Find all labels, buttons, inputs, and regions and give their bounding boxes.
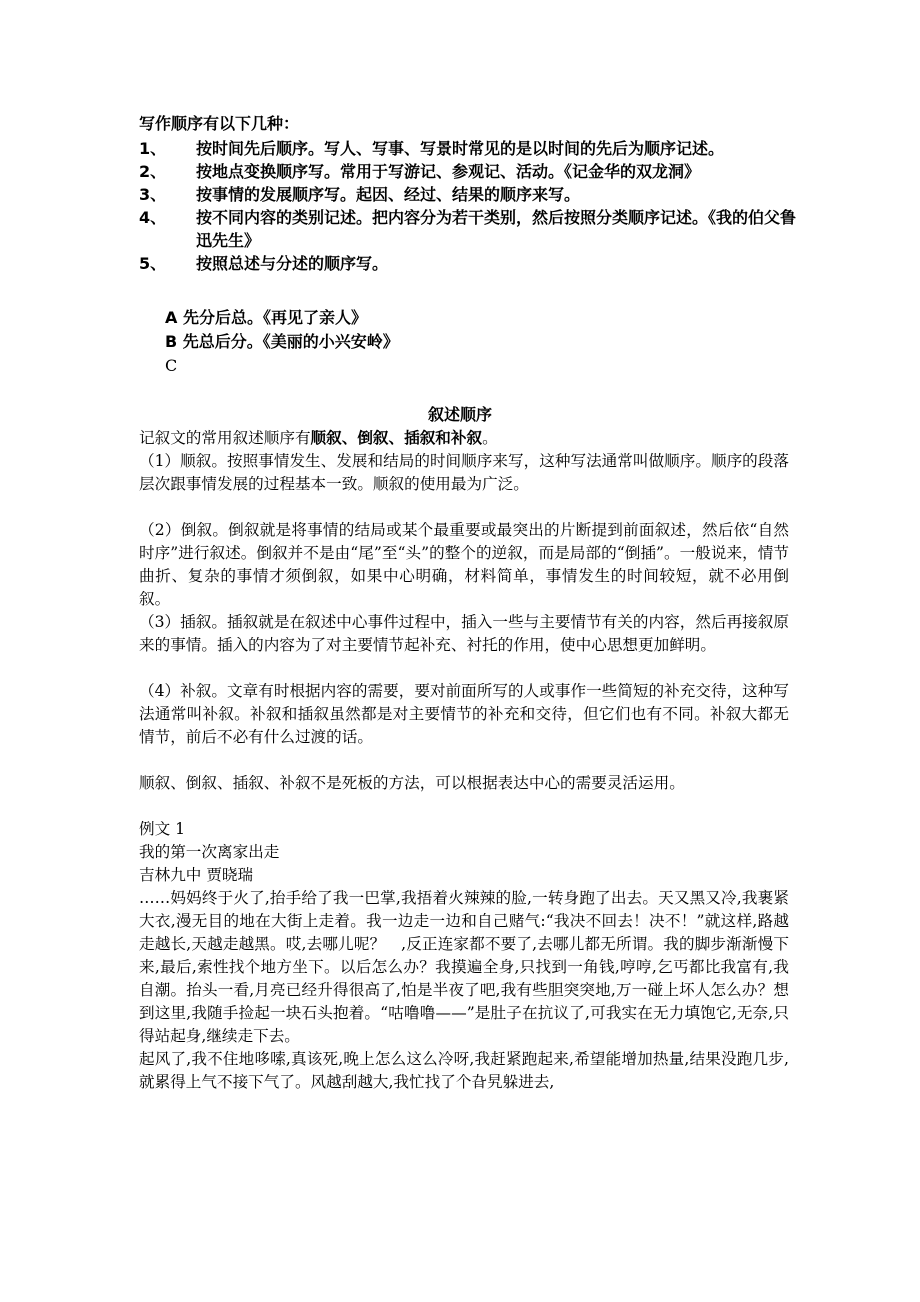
order-number: 4、: [139, 208, 167, 227]
example-label: 例文 1: [139, 820, 186, 838]
paragraph-flashback: （2）倒叙。倒叙就是将事情的结局或某个最重要或最突出的片断提到前面叙述，然后依“自然时序”进行叙述。倒叙并不是由“尾”至“头”的整个的逆叙，而是局部的“倒插”。一般说来，情节曲折、复杂的事情才须倒叙，如果中心明确，材料简单，事情发生的时间较短，就不必用倒叙。: [139, 521, 789, 608]
sub-item-b: B 先总后分。《美丽的小兴安岭》: [165, 332, 399, 351]
order-number: 1、: [139, 139, 167, 158]
paragraph-chronological: （1）顺叙。按照事情发生、发展和结局的时间顺序来写，这种写法通常叫做顺序。顺序的段落层次跟事情发展的过程基本一致。顺叙的使用最为广泛。: [139, 452, 789, 493]
narration-section: [139, 427, 789, 1094]
order-number: 3、: [139, 185, 167, 204]
intro-bold-text: 顺叙、倒叙、插叙和补叙: [310, 429, 483, 447]
sub-item-c: C: [165, 356, 178, 375]
section-title: 叙述顺序: [427, 405, 492, 424]
order-text: 按照总述与分述的顺序写。: [196, 254, 389, 273]
example-paragraph-2: 起风了,我不住地哆嗦,真该死,晚上怎么这么冷呀,我赶紧跑起来,希望能增加热量,结果没跑几步,就累得上气不接下气了。风越刮越大,我忙找了个旮旯躲进去,: [139, 1050, 789, 1091]
order-number: 2、: [139, 162, 167, 181]
intro-text: 记叙文的常用叙述顺序有: [139, 429, 311, 447]
order-item-3: [139, 183, 799, 206]
paragraph-interpolation: （3）插叙。插叙就是在叙述中心事件过程中，插入一些与主要情节有关的内容，然后再接叙原来的事情。插入的内容为了对主要情节起补充、衬托的作用，使中心思想更加鲜明。: [139, 613, 789, 654]
example-title: 我的第一次离家出走: [139, 843, 280, 861]
example-author: 吉林九中 贾晓瑞: [139, 866, 254, 884]
writing-order-heading: 写作顺序有以下几种：: [139, 114, 300, 133]
order-item-1: [139, 137, 799, 160]
order-text: 按地点变换顺序写。常用于写游记、参观记、活动。《记金华的双龙洞》: [196, 162, 701, 181]
order-item-5: [139, 252, 799, 275]
order-item-4: [139, 206, 799, 252]
order-text: 按事情的发展顺序写。起因、经过、结果的顺序来写。: [196, 185, 581, 204]
order-number: 5、: [139, 254, 167, 273]
sub-item-a: A 先分后总。《再见了亲人》: [165, 308, 367, 327]
writing-order-list: [139, 137, 799, 275]
intro-line: [139, 427, 789, 450]
paragraph-supplement: （4）补叙。文章有时根据内容的需要，要对前面所写的人或事作一些简短的补充交待，这种写法通常叫补叙。补叙和插叙虽然都是对主要情节的补充和交待，但它们也有不同。补叙大都无情节，前后不必有什么过渡的话。: [139, 682, 789, 746]
intro-end: 。: [482, 429, 498, 447]
order-text: 按时间先后顺序。写人、写事、写景时常见的是以时间的先后为顺序记述。: [196, 139, 725, 158]
paragraph-summary: 顺叙、倒叙、插叙、补叙不是死板的方法，可以根据表达中心的需要灵活运用。: [139, 774, 685, 792]
order-text: 按不同内容的类别记述。把内容分为若干类别，然后按照分类顺序记述。《我的伯父鲁迅先生》: [196, 208, 797, 250]
order-item-2: [139, 160, 799, 183]
example-paragraph-1: ……妈妈终于火了,抬手给了我一巴掌,我捂着火辣辣的脸,一转身跑了出去。天又黑又冷,我裹紧大衣,漫无目的地在大街上走着。我一边走一边和自己赌气:“我决不回去！决不！”就这样,路越走越长,天越走越黑。哎,去哪儿呢？ ,反正连家都不要了,去哪儿都无所谓。我的脚步渐渐慢下来,最后,索性找个地方坐下。以后怎么办？我摸遍全身,只找到一角钱,哼哼,乞丐都比我富有,我自潮。抬头一看,月亮已经升得很高了,怕是半夜了吧,我有些胆突突地,万一碰上坏人怎么办？想到这里,我随手捡起一块石头抱着。“咕噜噜——”是肚子在抗议了,可我实在无力填饱它,无奈,只得站起身,继续走下去。: [139, 889, 789, 1045]
